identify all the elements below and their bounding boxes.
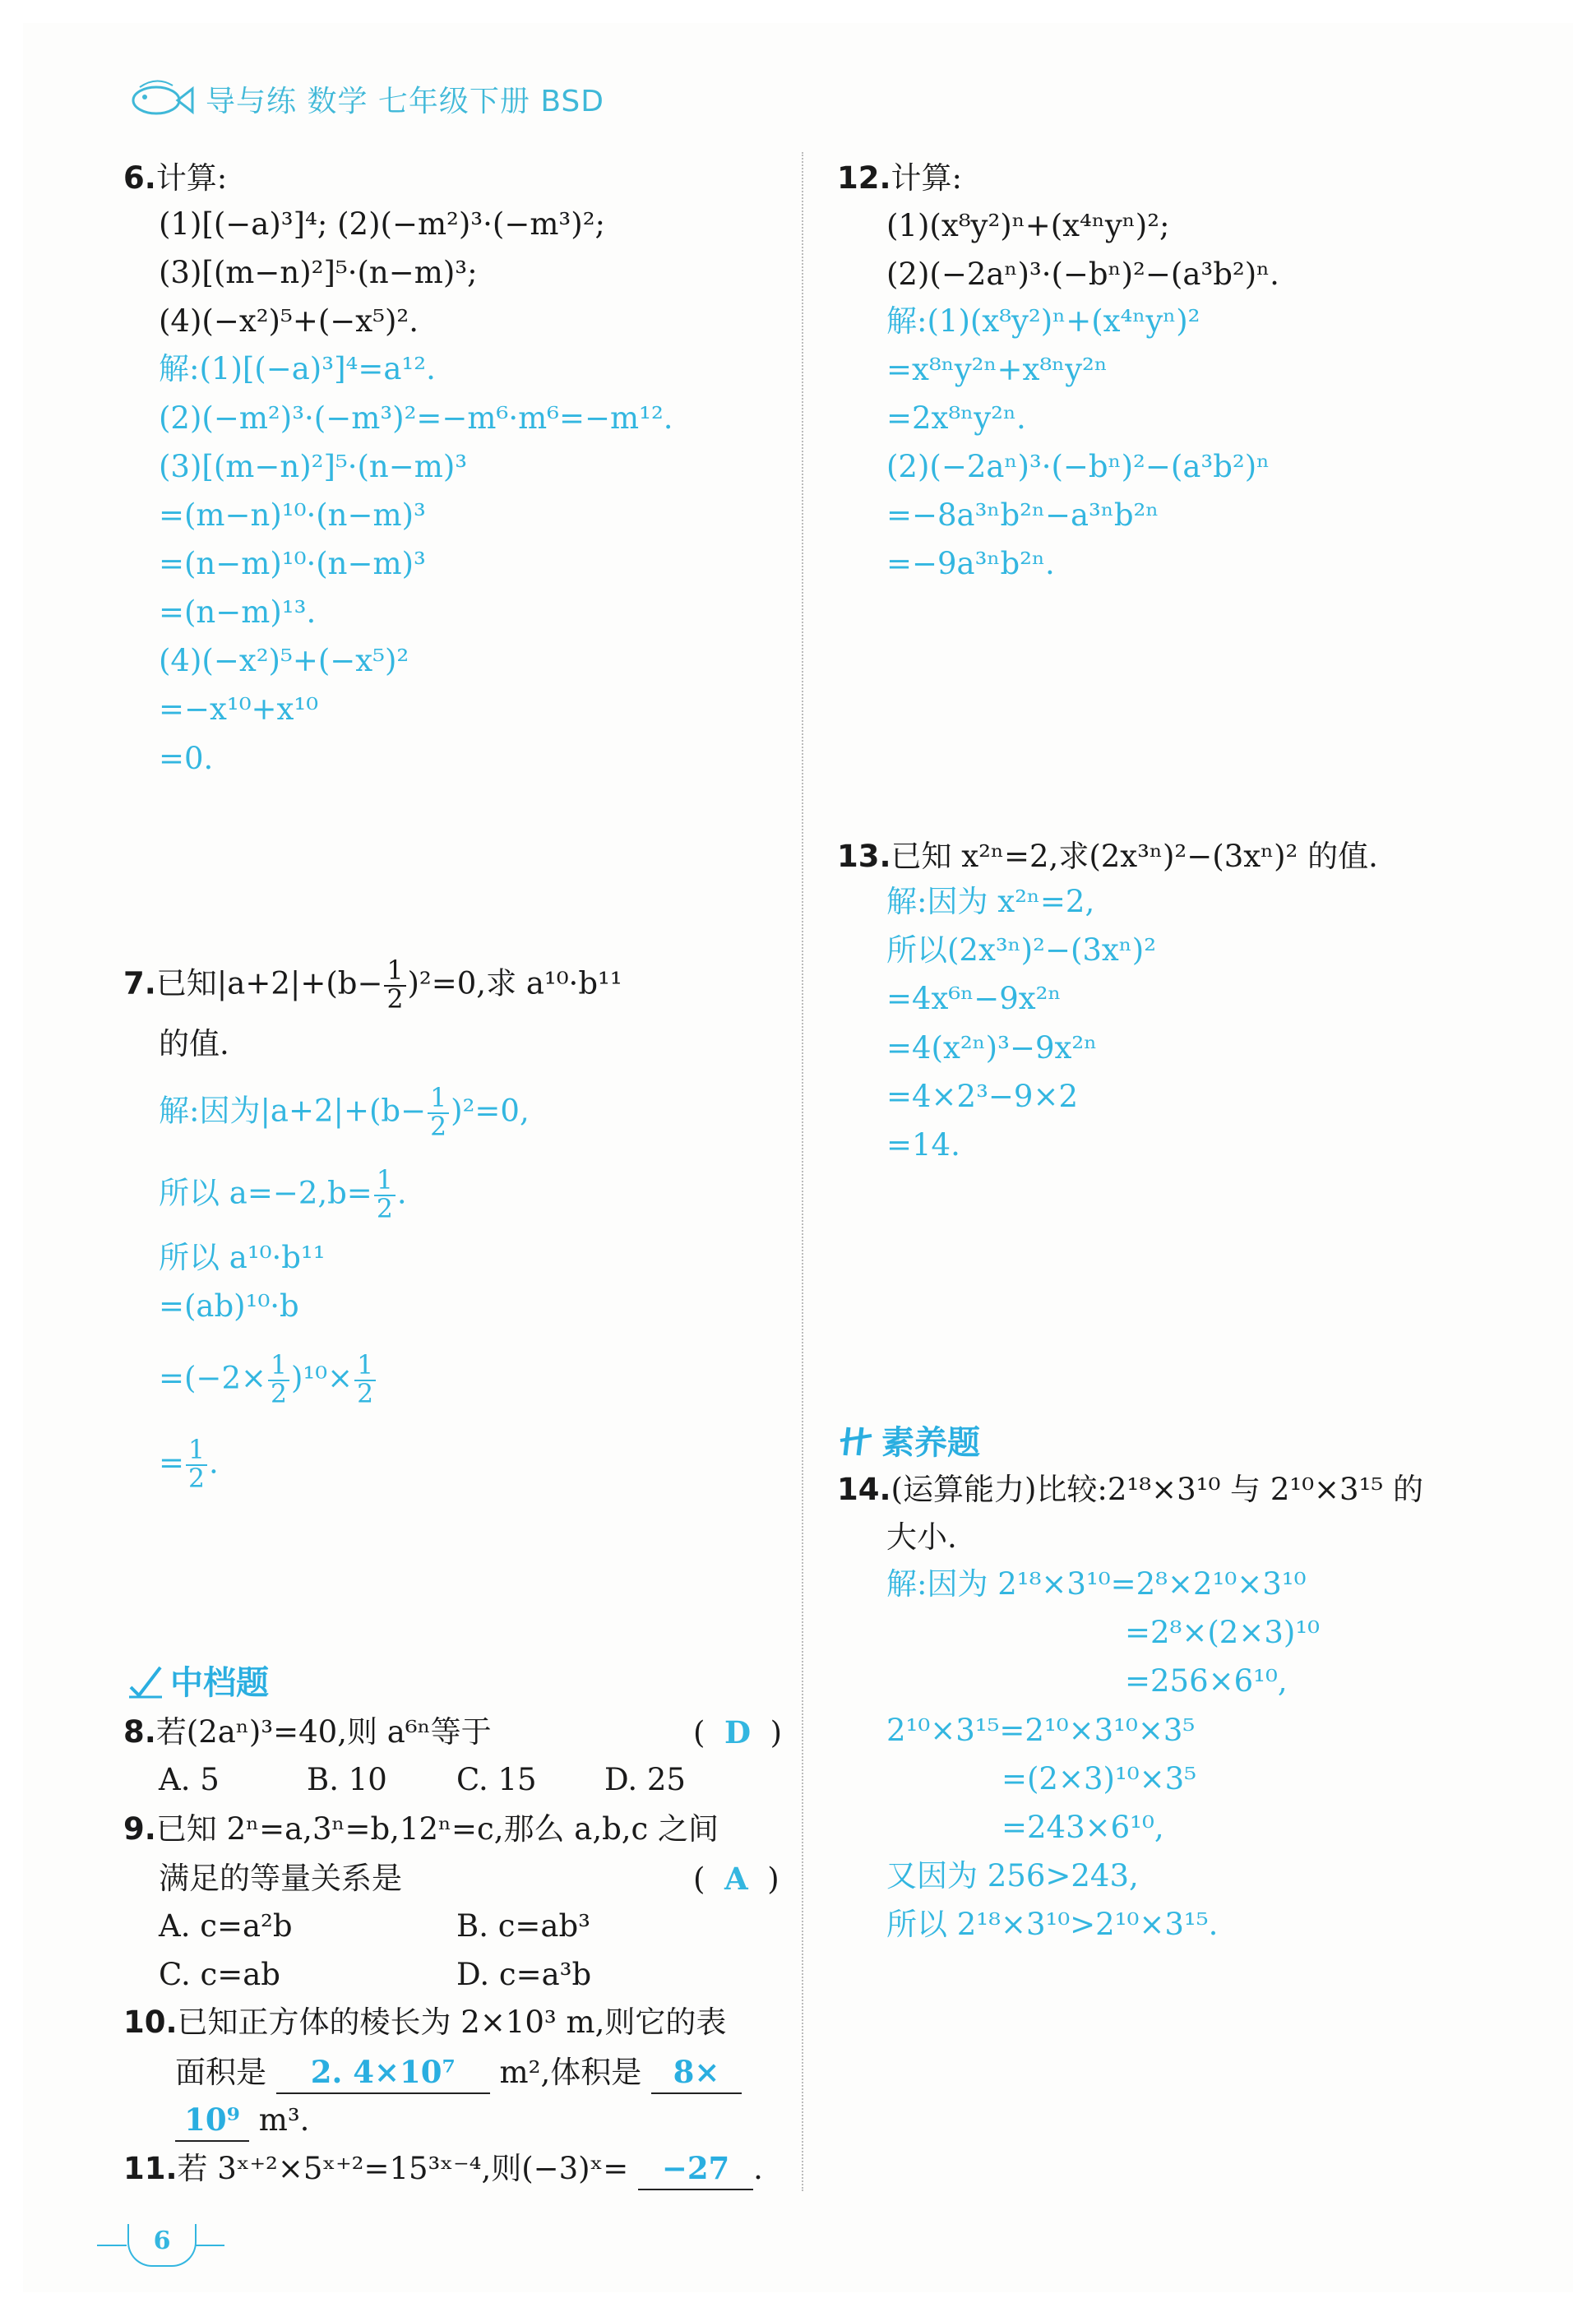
- q13-answer-line: =4x⁶ⁿ−9x²ⁿ: [886, 981, 1062, 1016]
- q6-answer-line: (3)[(m−n)²]⁵·(n−m)³: [159, 449, 468, 484]
- q10-blank-volume-cont: 10⁹: [175, 2099, 249, 2142]
- header-title: 导与练 数学 七年级下册 BSD: [206, 84, 604, 118]
- q14-answer-line: =256×6¹⁰,: [1125, 1663, 1288, 1699]
- q8-answer: D: [724, 1714, 752, 1750]
- q10-stem-cont2: 10⁹ m³.: [175, 2099, 309, 2142]
- q6-stem: 6.计算:: [123, 160, 228, 196]
- page-number: 6: [127, 2224, 197, 2267]
- q13-answer-line: =14.: [886, 1127, 960, 1163]
- q11-blank: −27: [638, 2148, 753, 2190]
- fish-logo-icon: [123, 74, 197, 123]
- fraction: $\frac{1}{2}$: [374, 1168, 396, 1223]
- fraction: $\frac{1}{2}$: [354, 1353, 376, 1408]
- header: [123, 74, 604, 123]
- q6-answer-line: (2)(−m²)³·(−m³)²=−m⁶·m⁶=−m¹².: [159, 400, 673, 436]
- q9-stem-cont: 满足的等量关系是: [159, 1861, 402, 1896]
- q8-option: B. 10: [307, 1762, 387, 1797]
- q11-stem: 11.若 3ˣ⁺²×5ˣ⁺²=15³ˣ⁻⁴,则(−3)ˣ= −27 .: [123, 2148, 763, 2190]
- q6-answer-line: =−x¹⁰+x¹⁰: [159, 691, 319, 727]
- q13-answer-line: 所以(2x³ⁿ)²−(3xⁿ)²: [886, 932, 1157, 968]
- q13-answer-line: =4×2³−9×2: [886, 1079, 1079, 1114]
- q14-answer-line: 解:因为 2¹⁸×3¹⁰=2⁸×2¹⁰×3¹⁰: [886, 1566, 1307, 1602]
- q12-line2: (2)(−2aⁿ)³·(−bⁿ)²−(a³b²)ⁿ.: [886, 257, 1279, 292]
- q9-option: B. c=ab³: [456, 1908, 591, 1944]
- q6-answer-line: 解:(1)[(−a)³]⁴=a¹².: [159, 351, 436, 386]
- q7-answer-line: 所以 a=−2,b= $\frac{1}{2}$ .: [159, 1166, 407, 1225]
- q9-answer-bracket: ( A ): [693, 1861, 779, 1897]
- q12-answer-line: =2x⁸ⁿy²ⁿ.: [886, 400, 1026, 436]
- q10-stem: 10.已知正方体的棱长为 2×10³ m,则它的表: [123, 2005, 727, 2040]
- q7-stem: 7.已知|a+2|+(b− $\frac{1}{2}$ )²=0,求 a¹⁰·b¹¹: [123, 956, 622, 1015]
- q9-stem: 9.已知 2ⁿ=a,3ⁿ=b,12ⁿ=c,那么 a,b,c 之间: [123, 1811, 719, 1847]
- q14-answer-line: =243×6¹⁰,: [1002, 1810, 1164, 1845]
- fraction: $\frac{1}{2}$: [428, 1085, 449, 1141]
- fraction: $\frac{1}{2}$: [268, 1353, 289, 1408]
- q10-blank-volume: 8×: [651, 2051, 742, 2094]
- hash-mark-icon: [839, 1422, 875, 1459]
- q8-option: A. 5: [159, 1762, 220, 1797]
- column-divider: [802, 152, 803, 2191]
- q12-answer-line: =−9a³ⁿb²ⁿ.: [886, 546, 1055, 581]
- q7-answer-line: 所以 a¹⁰·b¹¹: [159, 1240, 326, 1275]
- q7-answer-line: =(ab)¹⁰·b: [159, 1288, 299, 1324]
- q12-stem: 12.计算:: [837, 160, 963, 196]
- q9-option: A. c=a²b: [159, 1908, 293, 1944]
- q12-answer-line: =x⁸ⁿy²ⁿ+x⁸ⁿy²ⁿ: [886, 352, 1108, 387]
- q7-answer-line: =(−2× $\frac{1}{2}$ )¹⁰× $\frac{1}{2}$: [159, 1353, 377, 1408]
- q12-answer-line: (2)(−2aⁿ)³·(−bⁿ)²−(a³b²)ⁿ: [886, 449, 1270, 484]
- q6-answer-line: =0.: [159, 741, 214, 776]
- q14-answer-line: 2¹⁰×3¹⁵=2¹⁰×3¹⁰×3⁵: [886, 1713, 1196, 1748]
- page-number-rule: [97, 2245, 127, 2246]
- q6-line1: (1)[(−a)³]⁴; (2)(−m²)³·(−m³)²;: [159, 206, 605, 242]
- q6-line2: (3)[(m−n)²]⁵·(n−m)³;: [159, 255, 478, 290]
- q6-answer-line: =(n−m)¹⁰·(n−m)³: [159, 546, 426, 581]
- q12-line1: (1)(x⁸y²)ⁿ+(x⁴ⁿyⁿ)²;: [886, 208, 1170, 243]
- q7-stem-cont: 的值.: [159, 1026, 229, 1061]
- q8-option: C. 15: [456, 1762, 537, 1797]
- pencil-check-icon: [127, 1662, 164, 1699]
- section-title-literacy: 素养题: [839, 1417, 980, 1463]
- q6-answer-line: (4)(−x²)⁵+(−x⁵)²: [159, 643, 409, 678]
- fraction: $\frac{1}{2}$: [186, 1437, 207, 1493]
- q8-stem: 8.若(2aⁿ)³=40,则 a⁶ⁿ等于: [123, 1714, 492, 1750]
- section-title-mid: 中档题: [127, 1657, 269, 1704]
- q14-answer-line: 所以 2¹⁸×3¹⁰>2¹⁰×3¹⁵.: [886, 1907, 1219, 1942]
- q13-answer-line: =4(x²ⁿ)³−9x²ⁿ: [886, 1030, 1098, 1066]
- q12-answer-line: =−8a³ⁿb²ⁿ−a³ⁿb²ⁿ: [886, 497, 1159, 533]
- q10-stem-cont: 面积是 2. 4×10⁷ m²,体积是 8×: [175, 2051, 742, 2094]
- q6-answer-line: =(m−n)¹⁰·(n−m)³: [159, 497, 426, 533]
- q12-answer-line: 解:(1)(x⁸y²)ⁿ+(x⁴ⁿyⁿ)²: [886, 303, 1200, 339]
- fraction: $\frac{1}{2}$: [384, 958, 405, 1014]
- q10-blank-area: 2. 4×10⁷: [276, 2051, 490, 2094]
- page-number-rule: [195, 2245, 224, 2246]
- q8-answer-bracket: ( D ): [693, 1714, 783, 1750]
- q9-option: C. c=ab: [159, 1957, 280, 1992]
- q6-answer-line: =(n−m)¹³.: [159, 594, 317, 630]
- q13-answer-line: 解:因为 x²ⁿ=2,: [886, 884, 1095, 919]
- q14-stem-cont: 大小.: [886, 1519, 957, 1555]
- q8-option: D. 25: [604, 1762, 686, 1797]
- q13-stem: 13.已知 x²ⁿ=2,求(2x³ⁿ)²−(3xⁿ)² 的值.: [837, 839, 1378, 874]
- q9-option: D. c=a³b: [456, 1957, 592, 1992]
- q9-answer: A: [724, 1861, 748, 1897]
- q14-answer-line: 又因为 256>243,: [886, 1858, 1139, 1894]
- q7-answer-line: = $\frac{1}{2}$ .: [159, 1436, 219, 1495]
- q14-stem: 14.(运算能力)比较:2¹⁸×3¹⁰ 与 2¹⁰×3¹⁵ 的: [837, 1472, 1423, 1507]
- q7-answer-line: 解:因为|a+2|+(b− $\frac{1}{2}$ )²=0,: [159, 1084, 530, 1143]
- q14-answer-line: =(2×3)¹⁰×3⁵: [1002, 1761, 1196, 1796]
- q14-answer-line: =2⁸×(2×3)¹⁰: [1125, 1615, 1320, 1650]
- q6-line3: (4)(−x²)⁵+(−x⁵)².: [159, 303, 419, 339]
